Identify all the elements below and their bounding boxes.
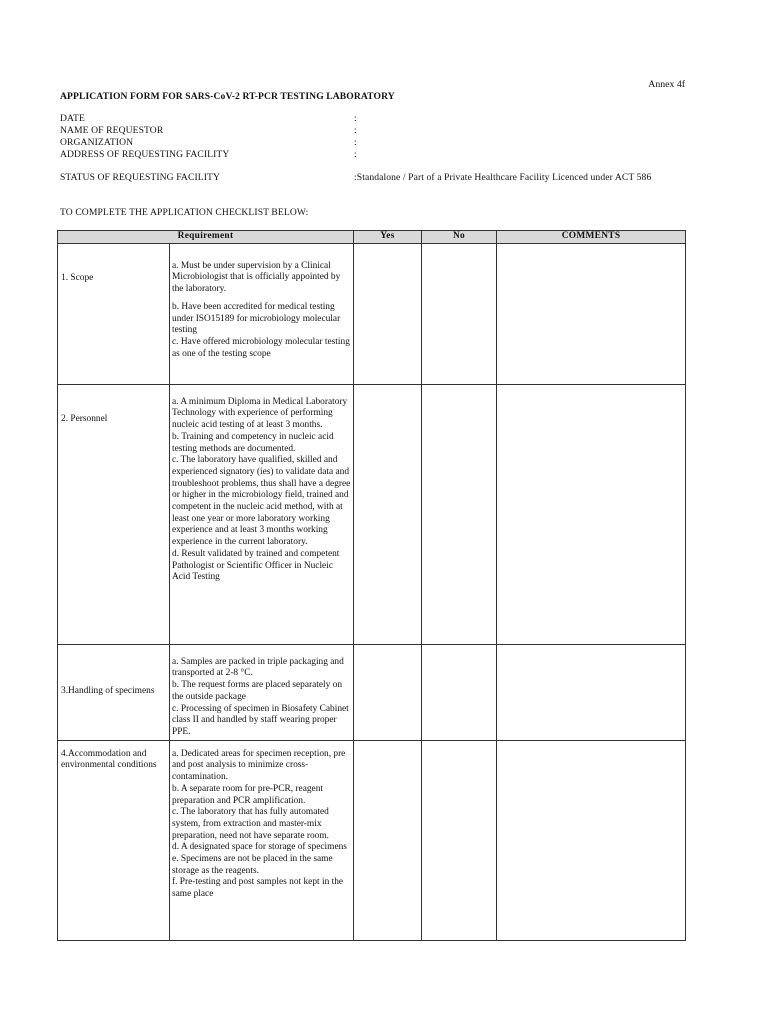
checklist-intro: TO COMPLETE THE APPLICATION CHECKLIST BELOW: — [60, 207, 309, 218]
header-no: No — [422, 231, 497, 244]
header-requirement: Requirement — [58, 231, 354, 244]
requirement-item: b. A separate room for pre-PCR, reagent preparation and PCR amplification. — [172, 783, 323, 806]
category-cell — [58, 243, 170, 384]
date-field[interactable]: : — [354, 113, 357, 124]
header-yes: Yes — [354, 231, 422, 244]
no-cell[interactable] — [422, 644, 497, 740]
no-cell[interactable] — [422, 243, 497, 384]
comments-cell[interactable] — [497, 644, 686, 740]
table-header-row — [58, 231, 686, 244]
table-row — [58, 384, 686, 644]
category-label: 3.Handling of specimens — [61, 685, 155, 696]
requirement-item: d. A designated space for storage of specimens — [172, 842, 347, 853]
comments-cell[interactable] — [497, 243, 686, 384]
requirement-item: c. The laboratory have qualified, skilled and experienced signatory (ies) to validate data and troubleshoot problems, thus shall have a degree or higher in the microbiology field, trained and competent in the nucleic acid method, with at least one year or more laboratory working experience and at least 3 months working experience in the current laboratory. — [172, 455, 351, 548]
status-value: :Standalone / Part of a Private Healthcare Facility Licenced under ACT 586 — [354, 172, 652, 183]
category-cell — [58, 644, 170, 740]
requirement-cell — [170, 384, 354, 644]
status-label: STATUS OF REQUESTING FACILITY — [60, 172, 220, 183]
organization-field[interactable]: : — [354, 137, 357, 148]
requirement-item: b. The request forms are placed separately on the outside package — [172, 680, 343, 702]
requirement-cell — [170, 644, 354, 740]
form-title: APPLICATION FORM FOR SARS-CoV-2 RT-PCR TESTING LABORATORY — [60, 91, 395, 102]
requirement-cell — [170, 740, 354, 940]
yes-cell[interactable] — [354, 644, 422, 740]
address-field[interactable]: : — [354, 149, 357, 160]
requirement-item: e. Specimens are not be placed in the same storage as the reagents. — [172, 854, 333, 876]
requirement-item: a. Must be under supervision by a Clinical Microbiologist that is officially appointed by the laboratory. — [172, 260, 341, 295]
yes-cell[interactable] — [354, 384, 422, 644]
requirement-item: c. The laboratory that has fully automated system, from extraction and master-mix preparation, need not have separate room. — [172, 807, 329, 841]
comments-cell[interactable] — [497, 740, 686, 940]
comments-cell[interactable] — [497, 384, 686, 644]
requirement-item: c. Processing of specimen in Biosafety Cabinet class II and handled by staff wearing proper PPE. — [172, 703, 349, 737]
requirement-item: c. Have offered microbiology molecular testing as one of the testing scope — [172, 336, 350, 359]
category-label: 4.Accommodation and environmental conditions — [61, 748, 157, 771]
table-row — [58, 644, 686, 740]
annex-label: Annex 4f — [648, 79, 685, 90]
requirement-item: d. Result validated by trained and competent Pathologist or Scientific Officer in Nucleic Acid Testing — [172, 548, 340, 583]
header-comments: COMMENTS — [497, 231, 686, 244]
organization-label: ORGANIZATION — [60, 137, 134, 148]
yes-cell[interactable] — [354, 243, 422, 384]
category-label: 2. Personnel — [61, 413, 108, 424]
no-cell[interactable] — [422, 740, 497, 940]
requirement-item: b. Have been accredited for medical testing under ISO15189 for microbiology molecular testing — [172, 301, 341, 336]
requirement-item: b. Training and competency in nucleic acid testing methods are documented. — [172, 431, 334, 454]
table-row — [58, 740, 686, 940]
requirement-item: a. Dedicated areas for specimen reception, pre and post analysis to minimize cross-contamination. — [172, 748, 346, 783]
requestor-field[interactable]: : — [354, 125, 357, 136]
checklist-table — [57, 230, 686, 941]
requirement-item: a. Samples are packed in triple packaging and transported at 2-8 °C. — [172, 656, 344, 679]
requestor-label: NAME OF REQUESTOR — [60, 125, 164, 136]
yes-cell[interactable] — [354, 740, 422, 940]
table-row — [58, 243, 686, 384]
no-cell[interactable] — [422, 384, 497, 644]
category-cell — [58, 740, 170, 940]
requirement-cell — [170, 243, 354, 384]
requirement-item: a. A minimum Diploma in Medical Laboratory Technology with experience of performing nucleic acid testing of at least 3 months. — [172, 396, 348, 431]
requirement-item: f. Pre-testing and post samples not kept in the same place — [172, 877, 344, 900]
address-label: ADDRESS OF REQUESTING FACILITY — [60, 149, 230, 160]
date-label: DATE — [60, 113, 85, 124]
category-label: 1. Scope — [61, 272, 94, 283]
category-cell — [58, 384, 170, 644]
